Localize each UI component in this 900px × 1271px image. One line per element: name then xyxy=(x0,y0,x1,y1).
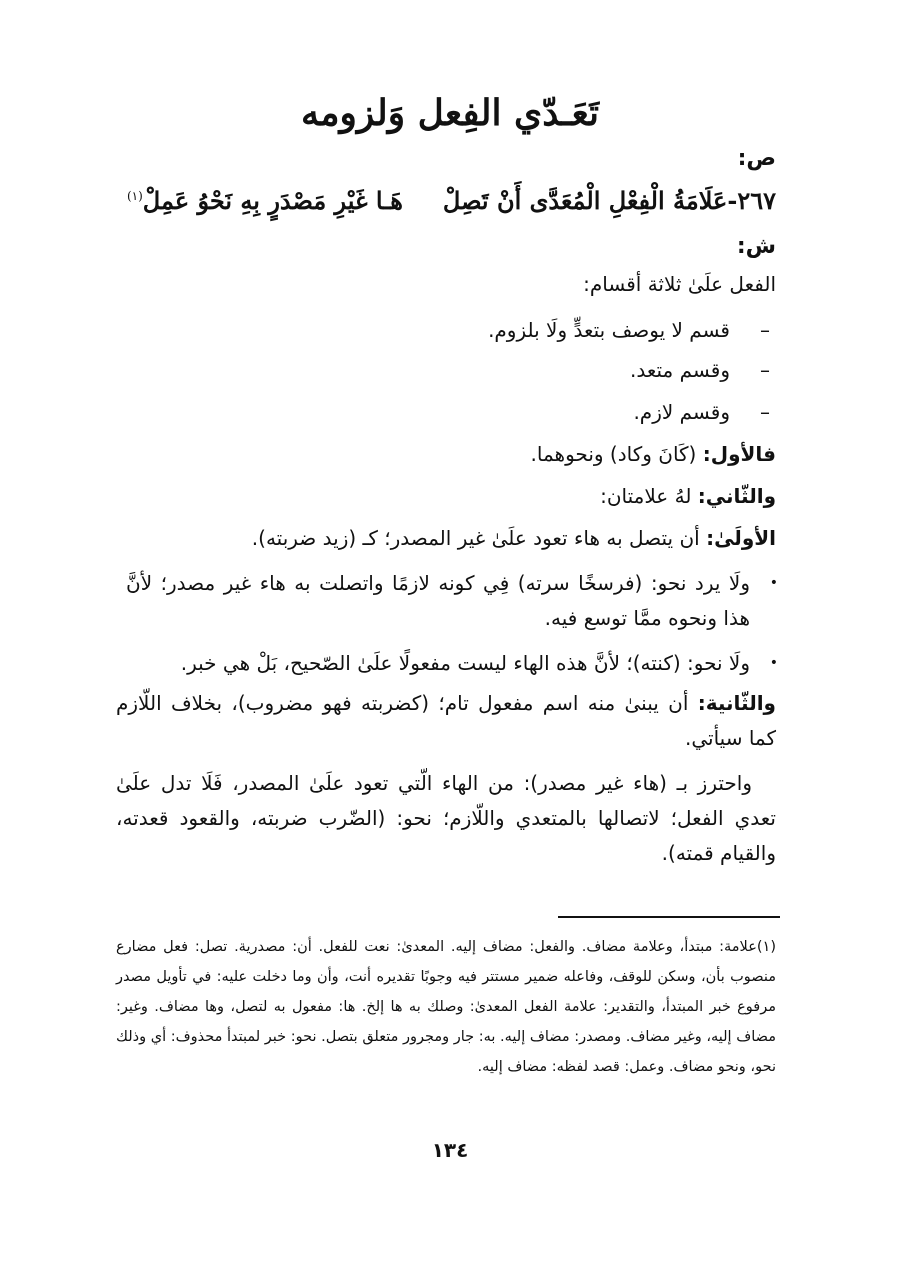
list-item-text: وقسم متعد. xyxy=(630,358,730,382)
first-type-lead: فالأول: xyxy=(702,442,776,466)
verse-number: ٢٦٧- xyxy=(727,186,776,215)
closing-paragraph: واحترز بـ (هاء غير مصدر): من الهاء الّتي تعود علَىٰ المصدر، فَلَا تدل علَىٰ تعدي الفعل؛ لاتصالها بالمتعدي واللّازم؛ نحو: (الضّرب ضربته، والقعود قعدته، والقيام قمته). xyxy=(116,771,776,865)
footnote-marker: (١) xyxy=(756,939,776,955)
list-item xyxy=(633,394,770,430)
bullet-mark: • xyxy=(769,575,778,591)
sign-two-paragraph xyxy=(116,686,776,756)
bullet-text: ولَا نحو: (كنته)؛ لأنَّ هذه الهاء ليست مفعولًا علَىٰ الصّحيح، بَلْ هي خبر. xyxy=(180,651,750,675)
footnote-text: علامة: مبتدأ، وعلامة مضاف. والفعل: مضاف إليه. المعدىٰ: نعت للفعل. أن: مصدرية. تصل: فعل مضارع منصوب بأن، وسكن للوقف، وفاعله ضمير مستتر فيه وجوبًا تقديره أنت، وأن وما دخلت عليه: في تأويل مصدر مرفوع خبر المبتدأ، والتقدير: علامة الفعل المعدىٰ: وصلك به ها إلخ. ها: مفعول به لتصل، وها مضاف. وغير: مضاف إليه، وغير مضاف. ومصدر: مضاف إليه. به: جار ومجرور متعلق بتصل. نحو: خبر لمبتدأ محذوف: أي وذلك نحو، ونحو مضاف. وعمل: قصد لفظه: مضاف إليه. xyxy=(116,939,776,1075)
list-item xyxy=(488,312,770,348)
verse-line xyxy=(126,186,776,230)
first-type-line xyxy=(531,436,776,472)
sign-two-text: أن يبنىٰ منه اسم مفعول تام؛ (كضربته فهو مضروب)، بخلاف اللّازم كما سيأتي. xyxy=(116,691,776,750)
second-type-lead: والثّاني: xyxy=(697,484,776,508)
dash-mark: – xyxy=(760,318,770,342)
chapter-title: تَعَـدّي الفِعل وَلزومه xyxy=(300,92,600,134)
sign-one-text: أن يتصل به هاء تعود علَىٰ غير المصدر؛ كـ (زيد ضربته). xyxy=(251,526,707,550)
verse-first-hemistich: عَلَامَةُ الْفِعْلِ الْمُعَدَّى أَنْ تَصِلْ xyxy=(442,186,728,215)
verse-second-hemistich: هَـا غَيْرِ مَصْدَرٍ بِهِ نَحْوُ عَمِلْ xyxy=(142,186,403,215)
footnote xyxy=(116,932,776,1082)
bullet-mark: • xyxy=(769,655,778,671)
second-type-text: لهُ علامتان: xyxy=(600,484,698,508)
intro-line: الفعل علَىٰ ثلاثة أقسام: xyxy=(583,272,776,296)
sharh-label: ش: xyxy=(736,234,776,259)
list-item xyxy=(630,352,770,388)
bullet-text: ولَا يرد نحو: (فرسخًا سرته) فِي كونه لازمًا واتصلت به هاء غير مصدر؛ لأنَّ هذا ونحوه ممَّا توسع فيه. xyxy=(126,571,750,630)
list-item-text: قسم لا يوصف بتعدٍّ ولَا بلزوم. xyxy=(488,318,730,342)
list-item-text: وقسم لازم. xyxy=(633,400,730,424)
first-type-text: (كَانَ وكاد) ونحوهما. xyxy=(530,442,703,466)
bullet-item xyxy=(126,566,778,636)
sad-label: ص: xyxy=(737,146,776,171)
footnote-divider xyxy=(558,916,780,918)
sign-two-lead: والثّانية: xyxy=(697,691,776,715)
sign-one-lead: الأولَىٰ: xyxy=(706,526,776,550)
dash-mark: – xyxy=(760,358,770,382)
dash-mark: – xyxy=(760,400,770,424)
second-type-line xyxy=(600,478,776,514)
sign-one-line xyxy=(252,520,776,556)
page-number: ١٣٤ xyxy=(431,1138,469,1162)
bullet-item xyxy=(126,646,778,681)
footnote-reference: (١) xyxy=(126,189,143,203)
